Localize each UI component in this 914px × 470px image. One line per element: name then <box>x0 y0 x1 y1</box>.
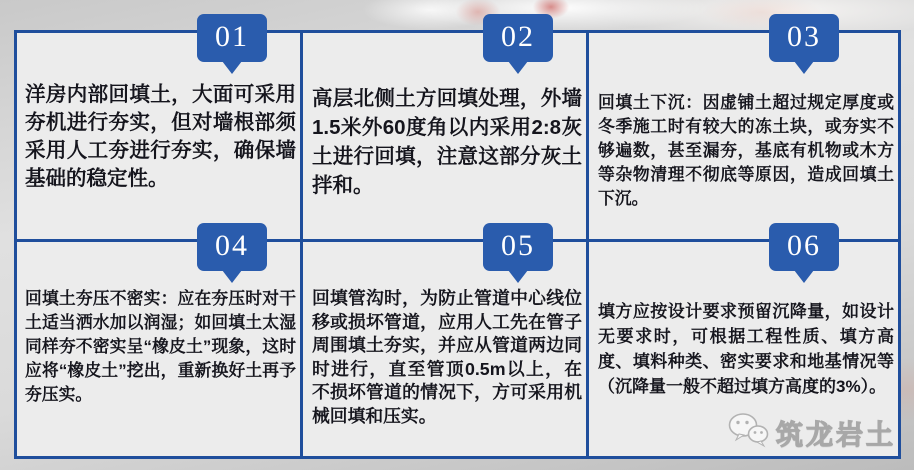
badge-number: 04 <box>215 229 249 262</box>
tip-text: 洋房内部回填土，大面可采用夯机进行夯实，但对墙根部须采用人工夯进行夯实，确保墙基础的稳定性。 <box>25 83 296 190</box>
badge-pointer-icon <box>508 270 528 283</box>
tip-cell-1 <box>17 20 300 239</box>
tip-text: 回填管沟时，为防止管道中心线位移或损坏管道，应用人工先在管子周围填土夯实，并应从管道两边同时进行，直至管顶0.5m以上，在不损坏管道的情况下，方可采用机械回填和压实。 <box>312 288 582 426</box>
tip-cell-4 <box>17 229 300 456</box>
tip-number-badge <box>483 14 553 62</box>
tip-cell-2 <box>303 20 586 239</box>
tip-cell-6 <box>589 229 898 456</box>
tip-text: 填方应按设计要求预留沉降量，如设计无要求时，可根据工程性质、填方高度、填料种类、密实要求和地基情况等（沉降量一般不超过填方高度的3%）。 <box>598 302 894 396</box>
tip-text: 回填土下沉：因虚铺土超过规定厚度或冬季施工时有较大的冻土块，或夯实不够遍数，甚至漏夯，基底有机物或木方等杂物清理不彻底等原因，造成回填土下沉。 <box>598 93 894 208</box>
badge-number: 06 <box>787 229 821 262</box>
tip-cell-5 <box>303 229 586 456</box>
badge-pointer-icon <box>222 61 242 74</box>
tips-table <box>14 20 901 459</box>
tip-number-badge <box>197 223 267 271</box>
badge-pointer-icon <box>508 61 528 74</box>
badge-number: 03 <box>787 20 821 53</box>
tip-cell-3 <box>589 20 898 239</box>
tip-number-badge <box>769 223 839 271</box>
badge-number: 01 <box>215 20 249 53</box>
tip-text: 回填土夯压不密实：应在夯压时对干土适当洒水加以润湿；如回填土太湿同样夯不密实呈“橡皮土”现象，这时应将“橡皮土”挖出，重新换好土再予夯压实。 <box>25 289 296 404</box>
badge-number: 05 <box>501 229 535 262</box>
tip-number-badge <box>769 14 839 62</box>
tip-number-badge <box>197 14 267 62</box>
badge-pointer-icon <box>794 270 814 283</box>
tip-number-badge <box>483 223 553 271</box>
badge-number: 02 <box>501 20 535 53</box>
tip-text: 高层北侧土方回填处理，外墙1.5米外60度角以内采用2:8灰土进行回填，注意这部分灰土拌和。 <box>312 87 582 197</box>
badge-pointer-icon <box>222 270 242 283</box>
badge-pointer-icon <box>794 61 814 74</box>
watermark-label: 筑龙岩土 <box>776 420 896 450</box>
